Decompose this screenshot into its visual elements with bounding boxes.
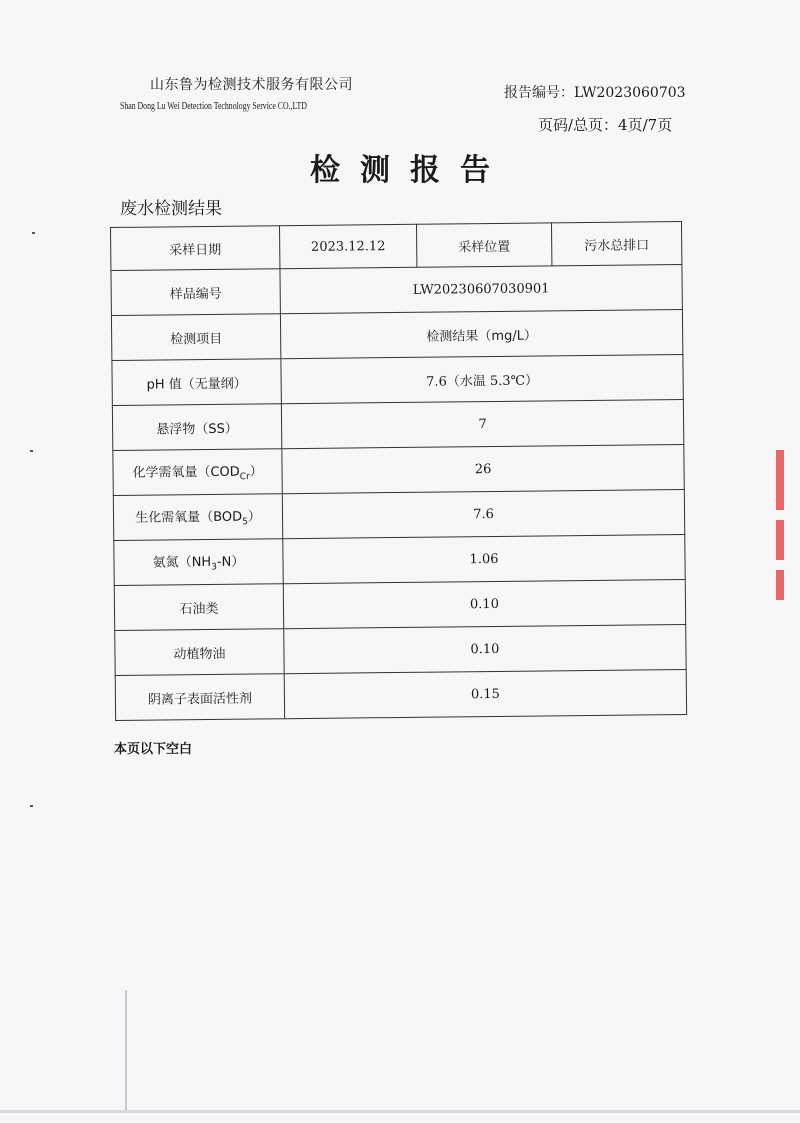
results-table [110, 221, 687, 721]
table-row-sampling [111, 222, 682, 271]
item-value: 0.10 [284, 624, 686, 673]
item-value: 1.06 [283, 534, 685, 583]
item-value: 26 [282, 445, 684, 494]
page-info: 页码/总页：4页/7页 [538, 116, 673, 134]
result-header: 检测结果（mg/L） [280, 310, 682, 359]
table-row [113, 445, 684, 496]
item-value: 0.10 [283, 579, 685, 628]
report-number: 报告编号：LW2023060703 [504, 85, 686, 101]
table-row [113, 490, 684, 541]
sampling-date-label: 采样日期 [111, 226, 280, 271]
stamp-edge [776, 520, 784, 560]
item-value: 7 [281, 400, 683, 449]
company-name-cn: 山东鲁为检测技术服务有限公司 [150, 77, 353, 93]
item-name: pH 值（无量纲） [112, 359, 281, 406]
table-row [112, 400, 683, 451]
scan-edge [0, 1110, 800, 1113]
item-value: 7.6 [282, 490, 684, 539]
table-row [115, 624, 686, 675]
item-name: 氨氮$(NH_3-N)$ [114, 539, 283, 586]
sample-no-value: LW20230607030901 [280, 265, 682, 314]
item-name: 化学需氧量$(COD_{Cr})$ [113, 449, 282, 496]
table-row-header [111, 310, 682, 361]
item-name: 悬浮物（SS） [112, 404, 281, 451]
sample-no-label: 样品编号 [111, 269, 280, 316]
sampling-location-label: 采样位置 [416, 223, 551, 267]
item-name: 阴离子表面活性剂 [115, 674, 284, 721]
sampling-location-value: 污水总排口 [551, 222, 681, 266]
item-value: 7.6（水温 5.3℃） [281, 355, 683, 404]
document-title: 检测报告 [310, 153, 510, 188]
item-value: 0.15 [284, 669, 686, 718]
table-row [115, 669, 686, 720]
item-header: 检测项目 [111, 314, 280, 361]
table-row [114, 534, 685, 585]
scan-speck [30, 805, 33, 807]
sampling-date-value: 2023.12.12 [279, 224, 416, 268]
stamp-edge [776, 570, 784, 600]
table-row [112, 355, 683, 406]
section-title: 废水检测结果 [120, 199, 222, 219]
item-name: 石油类 [114, 584, 283, 631]
scan-speck [30, 450, 33, 452]
item-name: 生化需氧量$(BOD_5)$ [113, 494, 282, 541]
binding-line [125, 990, 127, 1110]
scan-speck [32, 232, 35, 234]
blank-note: 本页以下空白 [114, 742, 193, 757]
company-name-en: Shan Dong Lu Wei Detection Technology Service CO.,LTD [120, 101, 307, 112]
item-name: 动植物油 [115, 629, 284, 676]
stamp-edge [776, 450, 784, 510]
table-row-sample-no [111, 265, 682, 316]
table-row [114, 579, 685, 630]
